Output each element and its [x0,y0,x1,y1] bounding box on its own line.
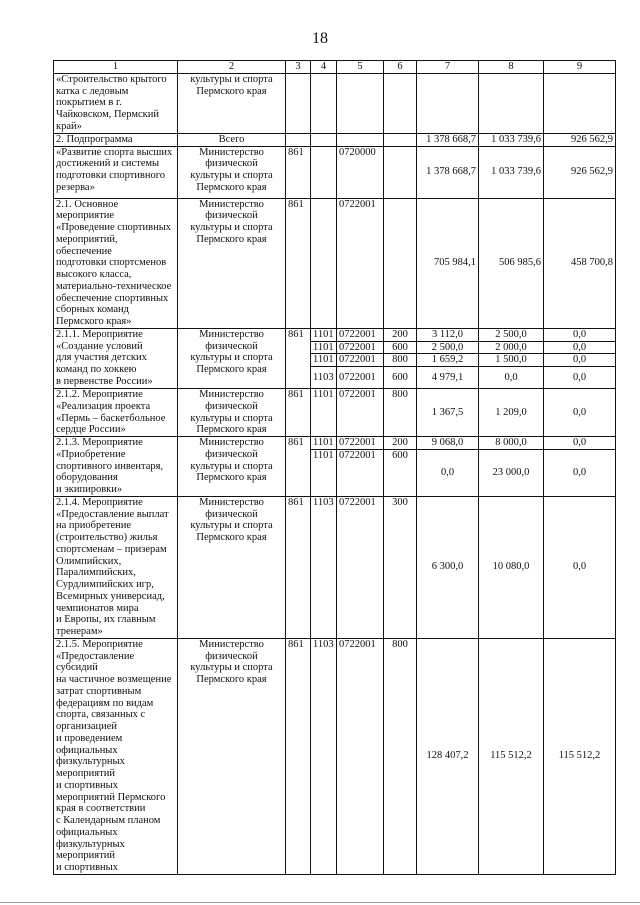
amount-2016: 0,0 [544,389,616,437]
vr-code: 600 [384,449,417,496]
rzpr-code: 1101 [311,328,337,341]
amount-2016: 926 562,9 [544,146,616,198]
col-header-7: 7 [417,61,479,74]
amount-2014: 6 300,0 [417,496,479,638]
activity-name: «Развитие спорта высших достижений и системы подготовки спортивного резерва» [54,146,178,198]
vr-code: 600 [384,341,417,354]
activity-name: 2.1.2. Мероприятие «Реализация проекта «Пермь – баскетбольное сердце России» [54,389,178,437]
amount-2015: 115 512,2 [479,638,544,874]
executor: культуры и спорта Пермского края [178,73,286,133]
amount-2014: 2 500,0 [417,341,479,354]
amount-2016: 0,0 [544,496,616,638]
amount-2014: 705 984,1 [417,198,479,328]
amount-2016: 115 512,2 [544,638,616,874]
activity-name: 2. Подпрограмма [54,133,178,146]
amount-2016: 0,0 [544,341,616,354]
amount-2014: 1 378 668,7 [417,146,479,198]
table-row [54,133,616,146]
amount-2015: 1 033 739,6 [479,133,544,146]
budget-table [53,60,616,875]
vr-code: 800 [384,354,417,367]
executor: Министерство физической культуры и спорта Пермского края [178,146,286,198]
executor: Всего [178,133,286,146]
header-row [54,61,616,74]
amount-2014: 128 407,2 [417,638,479,874]
col-header-8: 8 [479,61,544,74]
vr-code: 200 [384,328,417,341]
col-header-1: 1 [54,61,178,74]
amount-2015: 0,0 [479,367,544,389]
grbs-code: 861 [286,496,311,638]
amount-2015: 8 000,0 [479,437,544,450]
table-row [54,496,616,638]
vr-code: 800 [384,389,417,437]
activity-name: 2.1. Основное мероприятие «Проведение спортивных мероприятий, обеспечение подготовки спортсменов высокого класса, материально-техническое обеспечение спортивных сборных команд Пермского края» [54,198,178,328]
rzpr-code: 1101 [311,341,337,354]
csr-code: 0722001 [337,638,384,874]
table-row [54,328,616,341]
amount-2015: 10 080,0 [479,496,544,638]
amount-2015: 1 209,0 [479,389,544,437]
grbs-code: 861 [286,389,311,437]
activity-name: 2.1.1. Мероприятие «Создание условий для участия детских команд по хоккею в первенстве России» [54,328,178,388]
rzpr-code: 1101 [311,354,337,367]
amount-2015: 506 985,6 [479,198,544,328]
activity-name: 2.1.3. Мероприятие «Приобретение спортивного инвентаря, оборудования и экипировки» [54,437,178,497]
executor: Министерство физической культуры и спорта Пермского края [178,198,286,328]
executor: Министерство физической культуры и спорта Пермского края [178,328,286,388]
table-row [54,198,616,328]
rzpr-code: 1103 [311,496,337,638]
csr-code: 0722001 [337,328,384,341]
vr-code: 800 [384,638,417,874]
csr-code: 0722001 [337,367,384,389]
grbs-code: 861 [286,146,311,198]
activity-name: 2.1.5. Мероприятие «Предоставление субсидий на частичное возмещение затрат спортивным федерациям по видам спорта, связанных с организацией и проведением официальных физкультурных мероприятий и спортивных мероприятий Пермского края в соответствии с Календарным планом официальных физкультурных мероприятий и спортивных [54,638,178,874]
executor: Министерство физической культуры и спорта Пермского края [178,389,286,437]
amount-2014: 1 378 668,7 [417,133,479,146]
table-row [54,638,616,874]
amount-2016: 0,0 [544,437,616,450]
rzpr-code: 1101 [311,449,337,496]
csr-code: 0722001 [337,449,384,496]
vr-code: 200 [384,437,417,450]
csr-code: 0720000 [337,146,384,198]
amount-2016: 0,0 [544,449,616,496]
amount-2015: 2 500,0 [479,328,544,341]
amount-2014: 4 979,1 [417,367,479,389]
rzpr-code: 1103 [311,367,337,389]
amount-2016: 926 562,9 [544,133,616,146]
table-row [54,73,616,133]
vr-code: 600 [384,367,417,389]
table-row [54,146,616,198]
vr-code: 300 [384,496,417,638]
grbs-code: 861 [286,328,311,388]
amount-2016: 0,0 [544,328,616,341]
amount-2016: 458 700,8 [544,198,616,328]
amount-2014: 9 068,0 [417,437,479,450]
amount-2016: 0,0 [544,367,616,389]
activity-name: «Строительство крытого катка с ледовым покрытием в г. Чайковском, Пермский край» [54,73,178,133]
csr-code: 0722001 [337,354,384,367]
csr-code: 0722001 [337,437,384,450]
rzpr-code: 1101 [311,437,337,450]
executor: Министерство физической культуры и спорта Пермского края [178,496,286,638]
rzpr-code: 1101 [311,389,337,437]
activity-name: 2.1.4. Мероприятие «Предоставление выплат на приобретение (строительство) жилья спортсменам – призерам Олимпийских, Паралимпийских, Сурдлимпийских игр, Всемирных универсиад, чемпионатов мира и Европы, их главным тренерам» [54,496,178,638]
amount-2014: 1 367,5 [417,389,479,437]
executor: Министерство физической культуры и спорта Пермского края [178,638,286,874]
page-number: 18 [312,30,328,47]
csr-code: 0722001 [337,341,384,354]
rzpr-code: 1103 [311,638,337,874]
col-header-9: 9 [544,61,616,74]
grbs-code: 861 [286,638,311,874]
col-header-2: 2 [178,61,286,74]
amount-2014: 3 112,0 [417,328,479,341]
csr-code: 0722001 [337,198,384,328]
csr-code: 0722001 [337,389,384,437]
col-header-3: 3 [286,61,311,74]
amount-2015: 1 033 739,6 [479,146,544,198]
grbs-code: 861 [286,437,311,497]
col-header-5: 5 [337,61,384,74]
table-row [54,389,616,437]
amount-2016: 0,0 [544,354,616,367]
col-header-6: 6 [384,61,417,74]
amount-2015: 2 000,0 [479,341,544,354]
executor: Министерство физической культуры и спорта Пермского края [178,437,286,497]
page-edge-line [0,902,640,903]
table-row [54,437,616,450]
amount-2014: 1 659,2 [417,354,479,367]
grbs-code: 861 [286,198,311,328]
amount-2014: 0,0 [417,449,479,496]
col-header-4: 4 [311,61,337,74]
amount-2015: 23 000,0 [479,449,544,496]
csr-code: 0722001 [337,496,384,638]
amount-2015: 1 500,0 [479,354,544,367]
